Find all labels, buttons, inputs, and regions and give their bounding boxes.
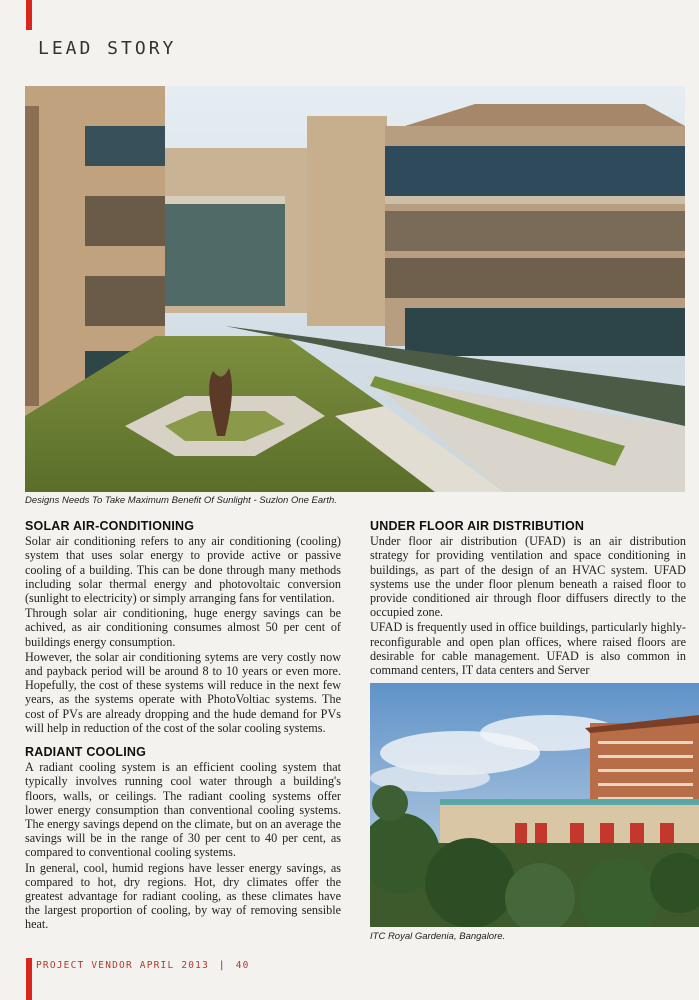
hotel-photo [370, 683, 699, 927]
footer-separator: | [218, 960, 226, 971]
paragraph: Under floor air distribution (UFAD) is an air distribution strategy for providing ventilation and space conditioning in buildings, as part of the design of an HVAC system. UFAD systems use the under floor plenum beneath a raised floor to provide conditioned air through floor diffusers directly to the occupied zone. [370, 534, 686, 620]
accent-bar-bottom [26, 958, 32, 1000]
right-column [370, 519, 686, 678]
paragraph: However, the solar air conditioning sytems are very costly now and payback period will be around 8 to 10 years or even more. Hopefully, the cost of these systems will reduce in the next few years, as the systems operate with PhotoVoltiac systems. The cost of PVs are already dropping and the hude demand for PVs will help in reduction of the cost of the solar cooling systems. [25, 649, 341, 735]
paragraph: Through solar air conditioning, huge energy savings can be achived, as air conditioning consumes almost 50 per cent of buildings energy consumption. [25, 606, 341, 649]
hotel-illustration [370, 683, 699, 927]
hero-caption: Designs Needs To Take Maximum Benefit Of Sunlight - Suzlon One Earth. [25, 495, 337, 506]
section-heading-solar: SOLAR AIR-CONDITIONING [25, 519, 195, 533]
campus-illustration [25, 86, 685, 492]
section-label: LEAD STORY [38, 38, 177, 59]
publication-name: PROJECT VENDOR [36, 960, 133, 971]
left-column [25, 519, 341, 933]
paragraph: Solar air conditioning refers to any air conditioning (cooling) system that uses solar energy to provide active or passive cooling of a building. This can be done through many methods including solar thermal energy and photovoltaic conversion (sunlight to electricity) or simply arranging fans for ventilation. [25, 534, 341, 606]
page-number: 40 [235, 960, 250, 971]
section-heading-radiant: RADIANT COOLING [25, 745, 147, 760]
issue-date: APRIL 2013 [139, 960, 209, 971]
page-footer [36, 960, 250, 971]
paragraph: UFAD is frequently used in office buildings, particularly highly-reconfigurable and open plan offices, where raised floors are desirable for cable management. UFAD is also common in command centers, IT data centers and Server [370, 620, 686, 678]
paragraph: A radiant cooling system is an efficient cooling system that typically involves running cool water through a building's floors, walls, or ceilings. The radiant cooling systems offer lower energy consumption than conventional cooling systems. The energy savings depend on the climate, but on an average the savings will be in the range of 30 per cent to 40 per cent, as compared to conventional cooling systems. [25, 760, 341, 860]
hero-photo [25, 86, 685, 492]
hotel-caption: ITC Royal Gardenia, Bangalore. [370, 931, 506, 942]
paragraph: In general, cool, humid regions have lesser energy savings, as compared to hot, dry regions. Hot, dry climates offer the greatest advantage for radiant cooling, as these climates have the largest proportion of cooling, by way of removing sensible heat. [25, 860, 341, 932]
accent-bar-top [26, 0, 32, 30]
section-heading-ufad: UNDER FLOOR AIR DISTRIBUTION [370, 519, 585, 533]
